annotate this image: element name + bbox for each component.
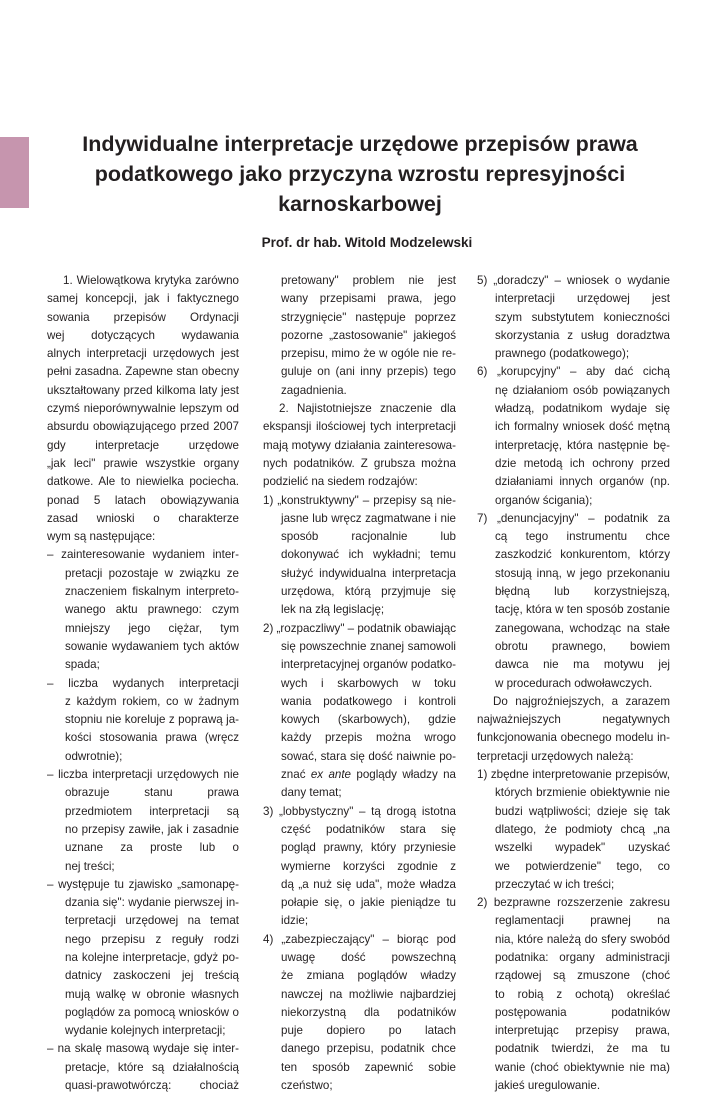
text-line: uwagę dość powszechną [281, 950, 456, 964]
text-line: wydanie kolejnych interpretacji; [65, 1024, 226, 1038]
text-line: nawczej na możliwie najbardziej [281, 987, 456, 1001]
text-line: obrazuje stanu prawa [65, 786, 239, 800]
text-line: ponad 5 latach obowiązywania [47, 493, 239, 507]
text-line: szym substytutem konieczności [495, 310, 670, 324]
text-line: dą „a nuż się uda", może władza [281, 877, 456, 891]
text-line: terpretacji urzędowych należą: [477, 749, 634, 763]
text-line: jakieś uregulowanie. [495, 1079, 601, 1093]
text-line: pretacji pozostaje w związku ze [65, 566, 239, 580]
article-title-line: podatkowego jako przyczyna wzrostu represyjności [94, 162, 626, 186]
text-line: funkcjonowania obecnego modelu in- [477, 731, 670, 745]
text-line: 2. Najistotniejsze znaczenie dla [279, 402, 456, 416]
text-line: podatnika: organy administracji [495, 950, 670, 964]
text-line: organów ścigania); [495, 493, 593, 507]
text-line: to robią z ochotą) określać [495, 987, 670, 1001]
text-line: absurdu obowiązującego przed 2007 [47, 420, 239, 434]
text-line: guluje on (ani inny przepis) tego [281, 365, 456, 379]
text-line: postępowania podatników [495, 1005, 670, 1019]
text-line: że zmiana poglądów władzy [281, 969, 456, 983]
text-line: ich formalny wniosek dość mętną [495, 420, 670, 434]
text-line: nych podatników. Z grubsza można [263, 456, 456, 470]
text-line: mują walkę w obronie własnych [65, 987, 239, 1001]
article-author: Prof. dr hab. Witold Modzelewski [261, 235, 473, 250]
text-line: w procedurach odwoławczych. [495, 676, 653, 690]
text-line: odwrotnie); [65, 749, 123, 763]
text-line: mają motywy działania zainteresowa- [263, 438, 456, 452]
text-line: interpretując przepisy prawa, [495, 1024, 670, 1038]
text-line: Do najgroźniejszych, a zarazem [493, 694, 670, 708]
text-line: wym są następujące: [47, 530, 156, 544]
text-line: no przepisy zawiłe, jak i zasadnie [65, 822, 239, 836]
text-line: dany temat; [281, 786, 342, 800]
text-line: działaniami innych organów (np. [495, 475, 670, 489]
text-line: dzania się": wydanie pierwszej in- [65, 896, 239, 910]
text-line: przedmiotem interpretacji są [65, 804, 239, 818]
text-line: pozorne „zastosowanie" jakiegoś [281, 328, 456, 342]
text-line: datnicy zaskoczeni jej treścią [65, 969, 239, 983]
text-line: nia, które należą do sfery swobód [495, 932, 670, 946]
text-line: nej treści; [65, 859, 115, 873]
text-line: 4) „zabezpieczający" – biorąc pod [263, 932, 456, 946]
text-line: część podatników stara się [281, 822, 456, 836]
text-line: wej dotyczących wydawania [47, 328, 239, 342]
article-title-line: karnoskarbowej [278, 192, 442, 216]
text-line: alnych interpretacji urzędowych jest [47, 347, 239, 361]
text-line: spada; [65, 658, 100, 672]
text-line: budzi wątpliwości; dzieje się tak [495, 804, 670, 818]
text-line: pretacje, które są działalnością [65, 1060, 239, 1074]
text-line: wymierne korzyści zgodnie z [281, 859, 456, 873]
text-line: interpretacji urzędowej jest [495, 292, 670, 306]
text-column-2 [263, 272, 456, 1095]
text-line: każdy przepis można wrogo [281, 731, 456, 745]
text-line: stosują inną, w jego przekonaniu [495, 566, 670, 580]
text-line: dlatego, że podmioty chcą „na [495, 822, 670, 836]
text-line: – liczba wydanych interpretacji [47, 676, 239, 690]
article-title [40, 129, 680, 219]
text-line: dawca nie ma motywu jej [495, 658, 670, 672]
text-line: zagadnienia. [281, 383, 347, 397]
text-line: – na skalę masową wydaje się inter- [47, 1042, 239, 1056]
text-line: z każdym rokiem, co w żadnym [65, 694, 239, 708]
text-line: czeństwo; [281, 1079, 333, 1093]
text-line: samej koncepcji, jak i faktycznego [47, 292, 239, 306]
text-line: sowania przepisów Ordynacji [47, 310, 239, 324]
text-line: władzą, podatnikom wydaje się [495, 402, 670, 416]
text-line: wany przepisami prawa, jego [281, 292, 456, 306]
text-line: wszelki wypadek" uzyskać [495, 841, 670, 855]
text-line: znaczeniem fiskalnym interpreto- [65, 585, 239, 599]
text-line: dokonywać ich wykładni; temu [281, 548, 456, 562]
text-line: datkowe. Ale to niewielka pociecha. [47, 475, 239, 489]
text-line: – zainteresowanie wydaniem inter- [47, 548, 239, 562]
text-line: których brzmienie obiektywnie nie [495, 786, 670, 800]
text-line: nego przepisu z reguły rodzi [65, 932, 239, 946]
text-line: ten sposób zapewnić sobie [281, 1060, 456, 1074]
text-line: wanego aktu prawnego: czym [65, 603, 239, 617]
text-line: 5) „doradczy" – wniosek o wydanie [477, 274, 670, 287]
text-line: prawnego (podatkowego); [495, 347, 630, 361]
text-line: – występuje tu zjawisko „samonapę- [47, 877, 239, 891]
text-line: quasi-prawotwórczą: chociaż [65, 1079, 239, 1093]
text-line: interpretacyjnej organów podatko- [281, 658, 456, 672]
text-line: gdy interpretacje urzędowe [47, 438, 239, 452]
text-line: urzędowa, którą przyjmuje się [281, 585, 456, 599]
text-line: pretowany" problem nie jest [281, 274, 456, 287]
text-line: zaszkodzić konkurentom, którzy [495, 548, 670, 562]
text-line: ekspansji ilościowej tych interpretacji [263, 420, 456, 434]
text-line: kości stosowania prawa (wręcz [65, 731, 239, 745]
text-line: sowanie wydawaniem tych aktów [65, 639, 239, 653]
text-line: „jak leci" prawie wszystkie organy [47, 456, 239, 470]
text-line: jasne lub wręcz zagmatwane i nie [281, 511, 456, 525]
text-line: pełni zasadna. Zapewne stan obecny [47, 365, 239, 379]
text-line: dzie metodą ich ochrony przed [495, 456, 670, 470]
text-line: się powszechnie znanej samowoli [281, 639, 456, 653]
text-line: 3) „lobbystyczny" – tą drogą istotna [263, 804, 456, 818]
text-line: danego przepisu, podatnik chce [281, 1042, 456, 1056]
text-line: znać ex ante poglądy władzy na [281, 768, 456, 782]
text-line: 2) bezprawne rozszerzenie zakresu [477, 896, 670, 910]
text-line: nę działaniom osób powiązanych [495, 383, 670, 397]
text-line: 7) „denuncjacyjny" – podatnik za [477, 511, 670, 525]
text-line: wania podatkowego i kontroli [281, 694, 456, 708]
text-line: 1) zbędne interpretowanie przepisów, [477, 768, 670, 782]
text-line: puje dopiero po latach [281, 1024, 456, 1038]
text-line: wanie (choć obiektywnie nie ma) [495, 1060, 670, 1074]
section-side-tab [0, 137, 29, 208]
text-line: kowych (skarbowych), gdzie [281, 713, 456, 727]
text-line: mniejszy jego ciężar, tym [65, 621, 239, 635]
text-line: reglamentacji prawnej na [495, 914, 670, 928]
text-line: czymś nieporównywalnie lepszym od [47, 402, 239, 416]
text-line: terpretacji urzędowej na temat [65, 914, 239, 928]
text-line: przeczytać w ich treści; [495, 877, 615, 891]
text-line: 2) „rozpaczliwy" – podatnik obawiając [263, 621, 456, 635]
text-line: – liczba interpretacji urzędowych nie [47, 768, 239, 782]
text-line: sować, stara się dość naiwnie po- [281, 749, 456, 763]
text-line: stopniu nie koreluje z poprawą ja- [65, 713, 239, 727]
text-line: wych i skarbowych w toku [281, 676, 456, 690]
text-line: poglądów za pomocą wniosków o [65, 1005, 239, 1019]
text-line: pogląd prawny, który przyniesie [281, 841, 456, 855]
text-line: lek na złą legislację; [281, 603, 385, 617]
text-column-3 [477, 272, 670, 1095]
text-line: 6) „korupcyjny" – aby dać cichą [477, 365, 670, 379]
text-line: 1) „konstruktywny" – przepisy są nie- [263, 493, 456, 507]
text-line: idzie; [281, 914, 309, 928]
text-line: 1. Wielowątkowa krytyka zarówno [63, 274, 239, 287]
article-title-line: Indywidualne interpretacje urzędowe przepisów prawa [82, 132, 638, 156]
text-line: zasad wnioski o charakterze [47, 511, 239, 525]
text-line: podzielić na siedem rodzajów: [263, 475, 418, 489]
text-line: tację, która w ten sposób zostanie [495, 603, 670, 617]
text-line: najważniejszych negatywnych [477, 713, 670, 727]
text-line: strzygnięcie" następuje poprzez [281, 310, 456, 324]
text-line: ukształtowany przed kilkoma laty jest [47, 383, 239, 397]
text-line: rządowej są zmuszone (choć [495, 969, 670, 983]
text-line: połapie się, o jakie pieniądze tu [281, 896, 456, 910]
text-line: podatnik twierdzi, że ma tu [495, 1042, 670, 1056]
text-line: sposób racjonalnie lub [281, 530, 456, 544]
text-line: przepisu, mimo że w ogóle nie re- [281, 347, 456, 361]
text-line: skorzystania z usług doradztwa [495, 328, 670, 342]
text-line: we potwierdzenie" tego, co [495, 859, 670, 873]
text-line: na kolejne interpretacje, gdyż po- [65, 950, 239, 964]
text-line: uznane za proste lub o [65, 841, 239, 855]
text-line: cą tego instrumentu chce [495, 530, 670, 544]
text-line: obrotu prawnego, bowiem [495, 639, 670, 653]
text-column-1 [47, 272, 239, 1095]
text-line: niekorzystną dla podatników [281, 1005, 456, 1019]
text-line: zanegowana, wchodząc na stałe [495, 621, 670, 635]
text-line: błędną lub korzystniejszą, [495, 585, 670, 599]
text-line: służyć indywidualna interpretacja [281, 566, 456, 580]
text-line: interpretację, która następnie bę- [495, 438, 670, 452]
